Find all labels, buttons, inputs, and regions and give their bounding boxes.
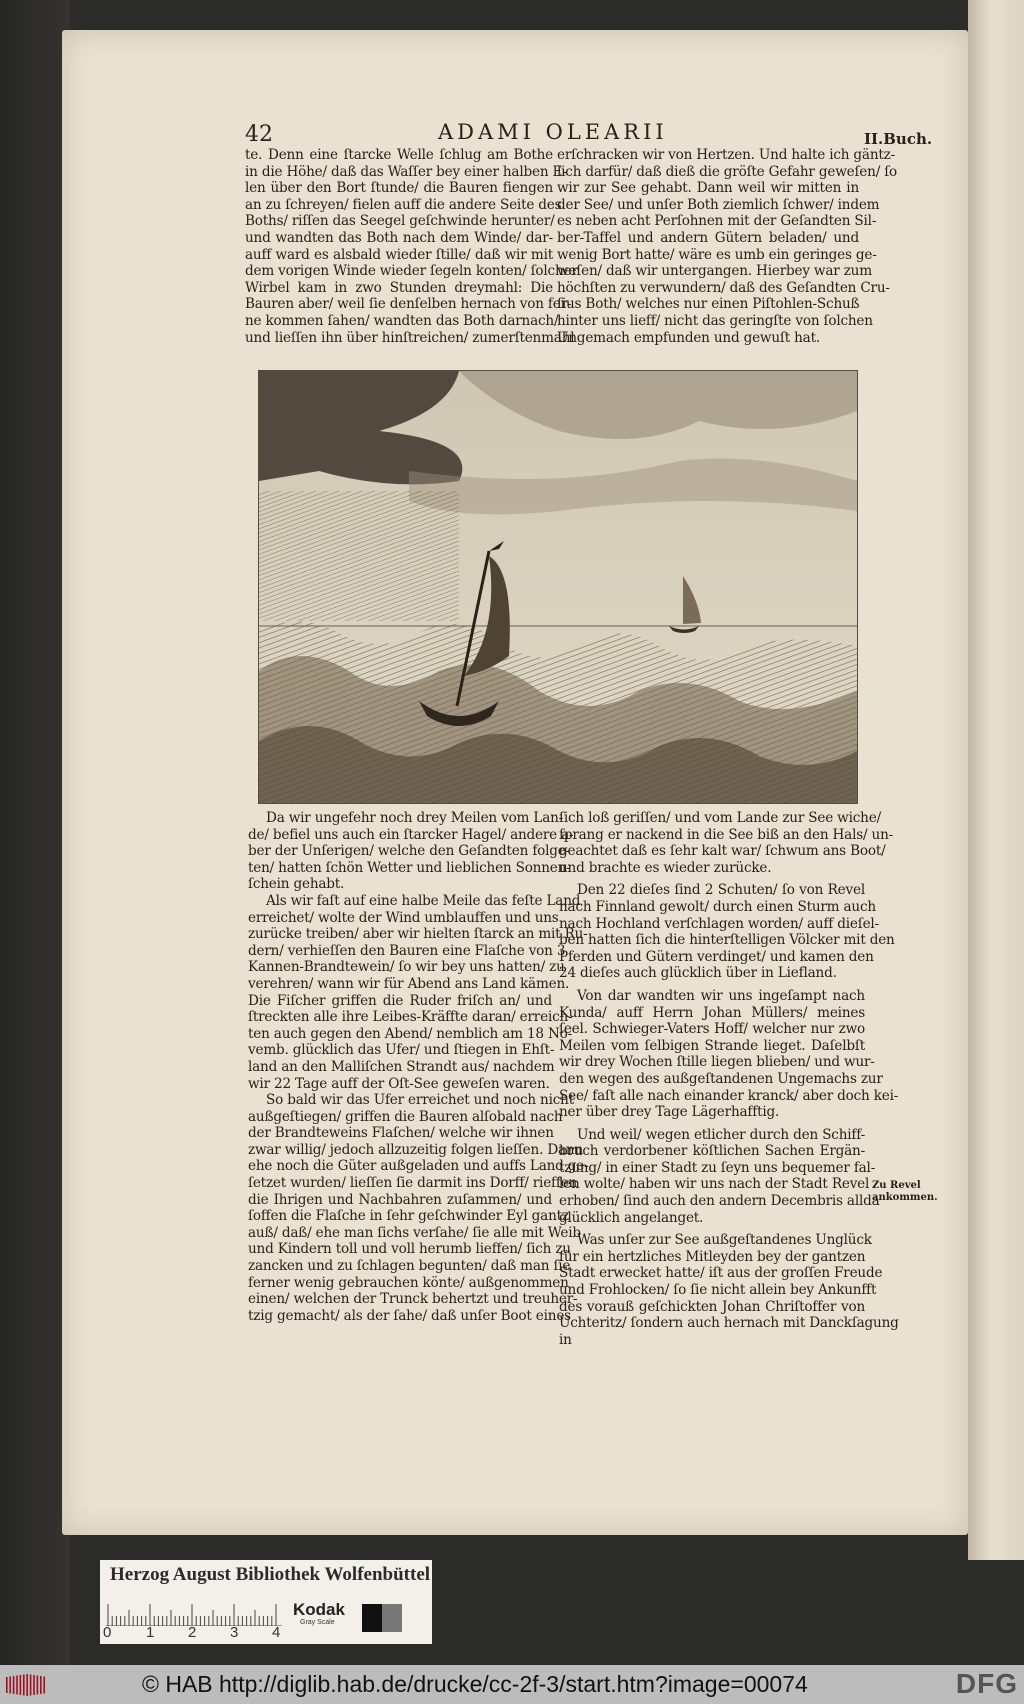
text-line: weſen/ daß wir untergangen. Hierbey war zum bbox=[557, 263, 872, 280]
copyright-url[interactable]: © HAB http://diglib.hab.de/drucke/cc-2f-3/start.htm?image=00074 bbox=[142, 1671, 808, 1697]
text-line: des vorauß geſchickten Johan Chriſtoffer von bbox=[559, 1298, 865, 1315]
text-line: ſprang er nackend in die See biß an den Hals/ un- bbox=[559, 826, 894, 843]
text-line: in bbox=[559, 1331, 572, 1348]
text-line: und brachte es wieder zurücke. bbox=[559, 859, 772, 876]
text-column-top-right bbox=[557, 147, 898, 346]
text-line: wir 22 Tage auff der Oſt-See geweſen waren. bbox=[248, 1075, 550, 1092]
text-column-bottom-left bbox=[248, 810, 589, 1324]
text-line: Ungemach empfunden und gewuſt hat. bbox=[557, 329, 820, 346]
text-line: hinter uns lieff/ nicht das geringſte von ſolchen bbox=[557, 312, 873, 329]
color-reference-card bbox=[100, 1560, 432, 1644]
text-line: in die Höhe/ daß das Waſſer bey einer halben E- bbox=[245, 163, 567, 180]
text-line: Den 22 dieſes ſind 2 Schuten/ ſo von Revel bbox=[577, 882, 865, 899]
margin-note-line: ankommen. bbox=[872, 1192, 938, 1203]
ruler-number: 2 bbox=[188, 1624, 197, 1641]
ruler-number: 0 bbox=[103, 1624, 112, 1641]
logo-bar bbox=[9, 1677, 11, 1694]
text-line: vemb. glücklich das Ufer/ und ſtiegen in Ehſt- bbox=[248, 1042, 555, 1059]
logo-bar bbox=[6, 1677, 8, 1693]
text-line: der Brandteweins Flaſchen/ welche wir ihnen bbox=[248, 1125, 554, 1142]
text-line: nach Hochland verſchlagen worden/ auff dieſel- bbox=[559, 915, 879, 932]
ruler-number: 3 bbox=[230, 1624, 239, 1641]
text-line: ber-Taffel und andern Gütern beladen/ und bbox=[557, 229, 859, 246]
text-line: Meilen vom ſelbigen Strande lieget. Daſelbſt bbox=[559, 1037, 865, 1054]
text-line: len wolte/ haben wir uns nach der Stadt Revel bbox=[559, 1176, 870, 1193]
text-line: und wandten das Both nach dem Winde/ dar- bbox=[245, 229, 553, 246]
logo-bar bbox=[23, 1675, 25, 1696]
text-line: land an den Malliſchen Strandt aus/ nachdem bbox=[248, 1058, 555, 1075]
text-line: wir zur See gehabt. Dann weil wir mitten in bbox=[557, 180, 859, 197]
book-number: II.Buch. bbox=[864, 130, 933, 148]
text-line: die Ihrigen und Nachbahren zuſammen/ und bbox=[248, 1191, 552, 1208]
ruler-icon bbox=[106, 1600, 282, 1626]
scan-background bbox=[0, 0, 70, 1665]
text-line: ſchein gehabt. bbox=[248, 876, 345, 893]
logo-bar bbox=[20, 1675, 22, 1695]
text-line: ben hatten ſich die hinterſtelligen Völcker mit den bbox=[559, 932, 895, 949]
text-line: Was unſer zur See außgeſtandenes Unglück bbox=[577, 1232, 872, 1249]
text-line: es neben acht Perſohnen mit der Geſandten Sil- bbox=[557, 213, 877, 230]
text-line: Boths/ riſſen das Seegel geſchwinde herunter/ bbox=[245, 213, 555, 230]
text-line: zwar willig/ jedoch allzuzeitig folgen lieſſen. Dann bbox=[248, 1141, 584, 1158]
text-line: ehe noch die Güter außgeladen und auffs Land ge- bbox=[248, 1158, 589, 1175]
text-line: auff ward es alsbald wieder ſtille/ daß wir mit bbox=[245, 246, 553, 263]
text-line: und Kindern toll und voll herumb lieffen/ ſich zu bbox=[248, 1241, 571, 1258]
text-line: Von dar wandten wir uns ingeſampt nach bbox=[577, 987, 865, 1004]
text-line: lich darfür/ daß dieß die gröſte Gefahr geweſen/ ſo bbox=[557, 163, 898, 180]
ruler-number: 1 bbox=[146, 1624, 155, 1641]
text-line: ten/ hatten ſchön Wetter und lieblichen Sonnen- bbox=[248, 859, 571, 876]
library-name: Herzog August Bibliothek Wolfenbüttel bbox=[110, 1564, 431, 1585]
gray-swatch bbox=[362, 1604, 402, 1632]
text-line: ber der Unſerigen/ welche den Geſandten folge- bbox=[248, 843, 571, 860]
text-line: ferner wenig gebrauchen könte/ außgenommen bbox=[248, 1274, 569, 1291]
adjacent-page-edge bbox=[968, 0, 1024, 1560]
text-line: len über den Bort ſtunde/ die Bauren fiengen bbox=[245, 180, 553, 197]
text-line: te. Denn eine ſtarcke Welle ſchlug am Bothe bbox=[245, 147, 553, 163]
text-line: geachtet daß es ſehr kalt war/ ſchwum ans Boot/ bbox=[559, 843, 886, 860]
text-line: zancken und zu ſchlagen begunten/ daß man ſie bbox=[248, 1258, 571, 1275]
logo-bar bbox=[33, 1675, 35, 1695]
text-line: Kannen-Brandtewein/ ſo wir bey uns hatten/ zu bbox=[248, 959, 565, 976]
kodak-logo: Kodak bbox=[293, 1600, 345, 1619]
text-line: dem vorigen Winde wieder ſegeln konten/ ſolcher bbox=[245, 263, 578, 280]
margin-note-line: Zu Revel bbox=[872, 1180, 921, 1191]
gray-scale-label: Gray Scale bbox=[300, 1619, 335, 1626]
text-line: Als wir faſt auf eine halbe Meile das feſte Land bbox=[266, 892, 581, 909]
logo-bar bbox=[37, 1676, 39, 1695]
text-line: tzig gemacht/ als der ſahe/ daß unſer Boot eines bbox=[248, 1307, 571, 1324]
text-line: See/ faſt alle nach einander kranck/ aber doch kei- bbox=[559, 1087, 899, 1104]
text-line: ſius Both/ welches nur einen Piſtohlen-Schuß bbox=[557, 296, 860, 313]
text-line: ne kommen ſahen/ wandten das Both darnach/ bbox=[245, 312, 559, 329]
text-line: Uchteritz/ ſondern auch hernach mit Danckſagung bbox=[559, 1315, 899, 1332]
text-line: wir drey Wochen ſtille liegen blieben/ und wur- bbox=[559, 1054, 875, 1071]
text-line: erhoben/ ſind auch den andern Decembris allda bbox=[559, 1193, 880, 1210]
logo-bar bbox=[30, 1675, 32, 1696]
text-line: nach Finnland gewolt/ durch einen Sturm auch bbox=[559, 898, 876, 915]
text-line: ner über drey Tage Lägerhafftig. bbox=[559, 1104, 780, 1121]
text-line: und Frohlocken/ ſo ſie nicht allein bey Ankunfft bbox=[559, 1282, 877, 1299]
text-line: auß/ daß/ ehe man ſichs verſahe/ ſie alle mit Weib bbox=[248, 1224, 581, 1241]
text-line: Kunda/ auff Herrn Johan Müllers/ meines bbox=[559, 1004, 865, 1021]
text-line: ſich loß geriſſen/ und vom Lande zur See wiche/ bbox=[559, 810, 881, 826]
text-line: 24 dieſes auch glücklich über in Liefland. bbox=[559, 965, 837, 982]
running-head: ADAMI OLEARII bbox=[438, 120, 668, 144]
hab-logo-icon bbox=[4, 1670, 48, 1700]
margin-note bbox=[872, 1180, 938, 1204]
text-line: ſtreckten alle ihre Leibes-Kräffte daran/ erreich- bbox=[248, 1009, 573, 1026]
text-line: ſeel. Schwieger-Vaters Hoff/ welcher nur zwo bbox=[559, 1021, 865, 1038]
text-line: höchſten zu verwundern/ daß des Geſandten Cru- bbox=[557, 279, 890, 296]
text-line: Da wir ungefehr noch drey Meilen vom Lan- bbox=[266, 810, 564, 826]
text-column-top-left bbox=[245, 147, 578, 346]
text-line: erſchracken wir von Hertzen. Und halte ich gäntz- bbox=[557, 147, 896, 163]
text-line: der See/ und unſer Both ziemlich ſchwer/ indem bbox=[557, 196, 880, 213]
text-line: erreichet/ wolte der Wind umblauffen und uns bbox=[248, 909, 559, 926]
text-line: So bald wir das Ufer erreichet und noch nicht bbox=[266, 1092, 574, 1109]
text-line: glücklich angelanget. bbox=[559, 1209, 704, 1226]
text-line: und lieſſen ihn über hinſtreichen/ zumerſtenmahl bbox=[245, 329, 575, 346]
text-line: Pferden und Gütern verdinget/ und kamen den bbox=[559, 948, 874, 965]
text-line: an zu ſchreyen/ fielen auff die andere Seite des bbox=[245, 196, 562, 213]
text-line: ten auch gegen den Abend/ nemblich am 18 No- bbox=[248, 1025, 573, 1042]
text-line: bruch verdorbener köſtlichen Sachen Ergän- bbox=[559, 1143, 865, 1160]
text-line: Bauren aber/ weil ſie denſelben hernach von fer- bbox=[245, 296, 572, 313]
text-line: für ein hertzliches Mitleyden bey der gantzen bbox=[559, 1248, 866, 1265]
text-line: außgeſtiegen/ griffen die Bauren alſobald nach bbox=[248, 1108, 563, 1125]
text-line: dern/ verhieſſen den Bauren eine Flaſche von 3 bbox=[248, 942, 566, 959]
ruler-number: 4 bbox=[272, 1624, 281, 1641]
text-line: Stadt erwecket hatte/ iſt aus der groſſen Freude bbox=[559, 1265, 883, 1282]
engraving-storm-at-sea bbox=[258, 370, 858, 804]
text-line: ſetzet wurden/ lieſſen ſie darmit ins Dorff/ rieffen bbox=[248, 1175, 578, 1192]
text-line: verehren/ wann wir für Abend ans Land kämen. bbox=[248, 975, 570, 992]
text-line: de/ befiel uns auch ein ſtarcker Hagel/ andere a- bbox=[248, 826, 574, 843]
logo-bar bbox=[43, 1677, 45, 1694]
text-line: tzung/ in einer Stadt zu ſeyn uns bequemer fal- bbox=[559, 1159, 876, 1176]
logo-bar bbox=[13, 1676, 15, 1694]
footer-bar bbox=[0, 1665, 1024, 1704]
rain bbox=[259, 491, 459, 621]
page-number: 42 bbox=[245, 122, 273, 147]
text-line: Wirbel kam in zwo Stunden dreymahl: Die bbox=[245, 279, 553, 296]
text-line: wenig Bort hatte/ wäre es umb ein geringes ge- bbox=[557, 246, 877, 263]
text-line: ſoffen die Flaſche in ſehr geſchwinder Eyl gantz bbox=[248, 1208, 569, 1225]
logo-bar bbox=[26, 1674, 28, 1696]
text-line: zurücke treiben/ aber wir hielten ſtarck an mit Ru- bbox=[248, 926, 588, 943]
dfg-logo: DFG bbox=[955, 1668, 1018, 1699]
logo-bar bbox=[40, 1676, 42, 1694]
text-line: Und weil/ wegen etlicher durch den Schiff- bbox=[577, 1126, 865, 1143]
logo-bar bbox=[16, 1676, 18, 1695]
text-line: Die Fiſcher griffen die Ruder friſch an/ und bbox=[248, 992, 552, 1009]
text-line: einen/ welchen der Trunck behertzt und treuher- bbox=[248, 1291, 578, 1308]
text-line: den wegen des außgeſtandenen Ungemachs zur bbox=[559, 1070, 883, 1087]
